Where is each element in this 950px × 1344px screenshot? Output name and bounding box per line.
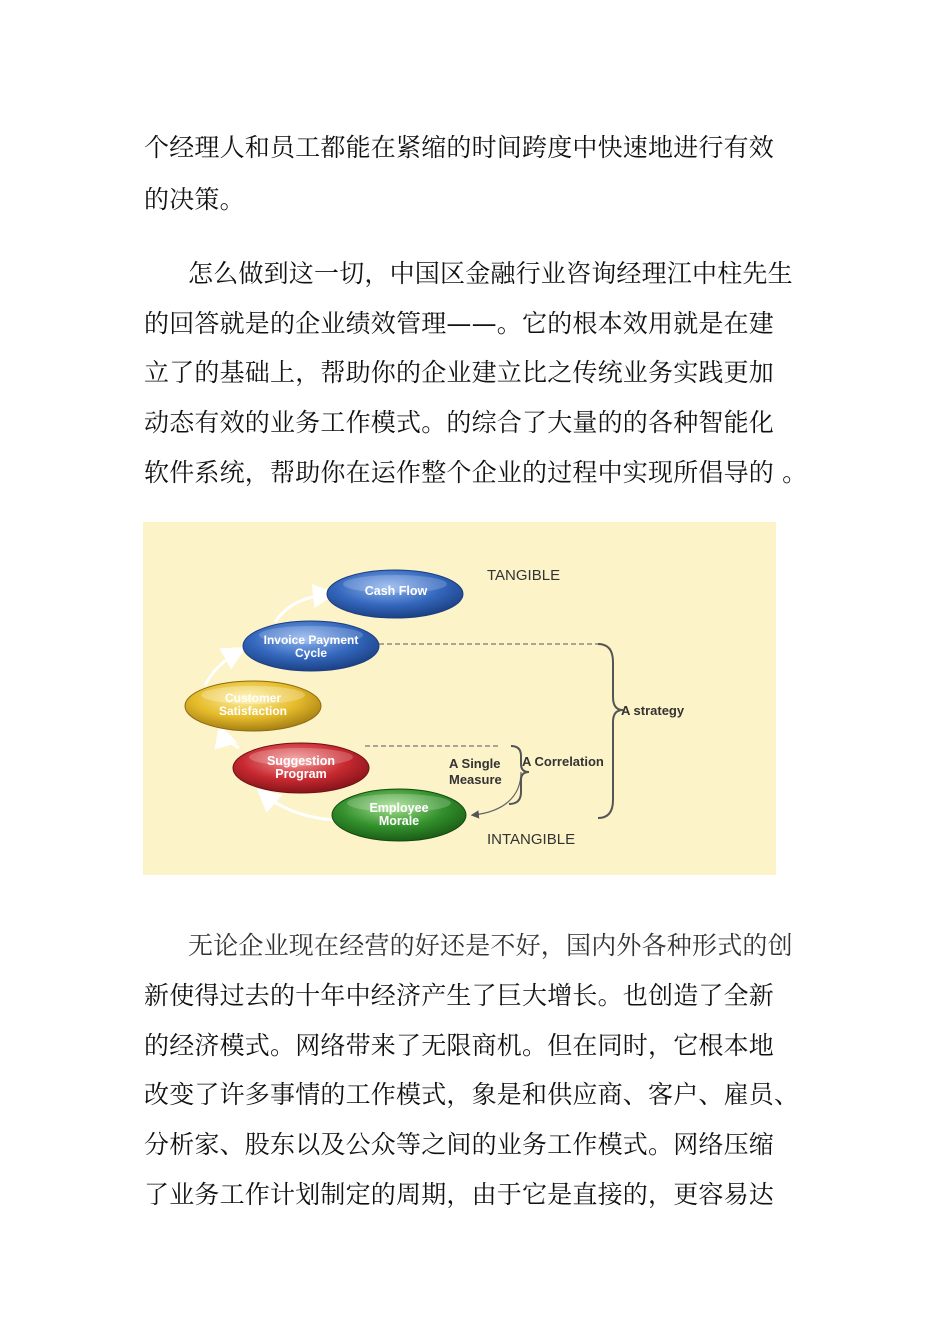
- paragraph-2-line-3: 立了的基础上，帮助你的企业建立比之传统业务实践更加: [144, 358, 775, 387]
- invoice-node: [243, 621, 379, 671]
- invoice-label-line-2: Cycle: [294, 646, 328, 660]
- paragraph-3-line-3: 的经济模式。网络带来了无限商机。但在同时，它根本地: [144, 1031, 775, 1060]
- employee-label-line-2: Morale: [378, 814, 420, 828]
- single-measure-label-line-2: Measure: [449, 772, 502, 787]
- cash-flow-label: Cash Flow: [364, 584, 428, 598]
- arrow-customer-to-invoice: [205, 650, 241, 685]
- paragraph-1-line-1: 个经理人和员工都能在紧缩的时间跨度中快速地进行有效: [144, 133, 775, 162]
- strategy-brace: [598, 644, 623, 818]
- invoice-label-line-1: Invoice Payment: [263, 633, 359, 647]
- paragraph-3-line-5: 分析家、股东以及公众等之间的业务工作模式。网络压缩: [144, 1130, 775, 1159]
- strategy-diagram: [143, 522, 776, 875]
- arrow-employee-to-suggestion: [261, 792, 335, 820]
- paragraph-2-line-4: 动态有效的业务工作模式。的综合了大量的的各种智能化: [144, 408, 775, 437]
- paragraph-2-line-5: 软件系统，帮助你在运作整个企业的过程中实现所倡导的 。: [144, 458, 808, 487]
- paragraph-3-line-1: 无论企业现在经营的好还是不好，国内外各种形式的创: [188, 931, 793, 960]
- customer-label-line-2: Satisfaction: [218, 704, 288, 718]
- paragraph-1-line-2: 的决策。: [144, 185, 245, 214]
- arrow-invoice-to-cashflow: [275, 594, 331, 622]
- strategy-diagram-svg: [143, 522, 776, 875]
- paragraph-2-line-2: 的回答就是的企业绩效管理——。它的根本效用就是在建: [144, 309, 775, 338]
- paragraph-2-line-1: 怎么做到这一切，中国区金融行业咨询经理江中柱先生: [188, 259, 793, 288]
- suggestion-program-node: [233, 743, 369, 793]
- employee-morale-node: [332, 789, 466, 841]
- strategy-label: A strategy: [621, 703, 685, 718]
- paragraph-3-line-6: 了业务工作计划制定的周期，由于它是直接的，更容易达: [144, 1180, 775, 1209]
- suggestion-label-line-2: Program: [275, 767, 327, 781]
- cash-flow-node: [327, 570, 463, 618]
- paragraph-3-line-2: 新使得过去的十年中经济产生了巨大增长。也创造了全新: [144, 981, 775, 1010]
- correlation-label: A Correlation: [522, 754, 604, 769]
- suggestion-label-line-1: Suggestion: [266, 754, 336, 768]
- employee-label-line-1: Employee: [369, 801, 429, 815]
- customer-satisfaction-node: [185, 681, 321, 731]
- customer-label-line-1: Customer: [224, 691, 282, 705]
- arrow-suggestion-to-customer: [221, 729, 239, 748]
- paragraph-3-line-4: 改变了许多事情的工作模式，象是和供应商、客户、雇员、: [144, 1080, 800, 1109]
- tangible-label: TANGIBLE: [487, 567, 561, 584]
- intangible-label: INTANGIBLE: [487, 831, 576, 848]
- single-measure-label-line-1: A Single: [449, 756, 501, 771]
